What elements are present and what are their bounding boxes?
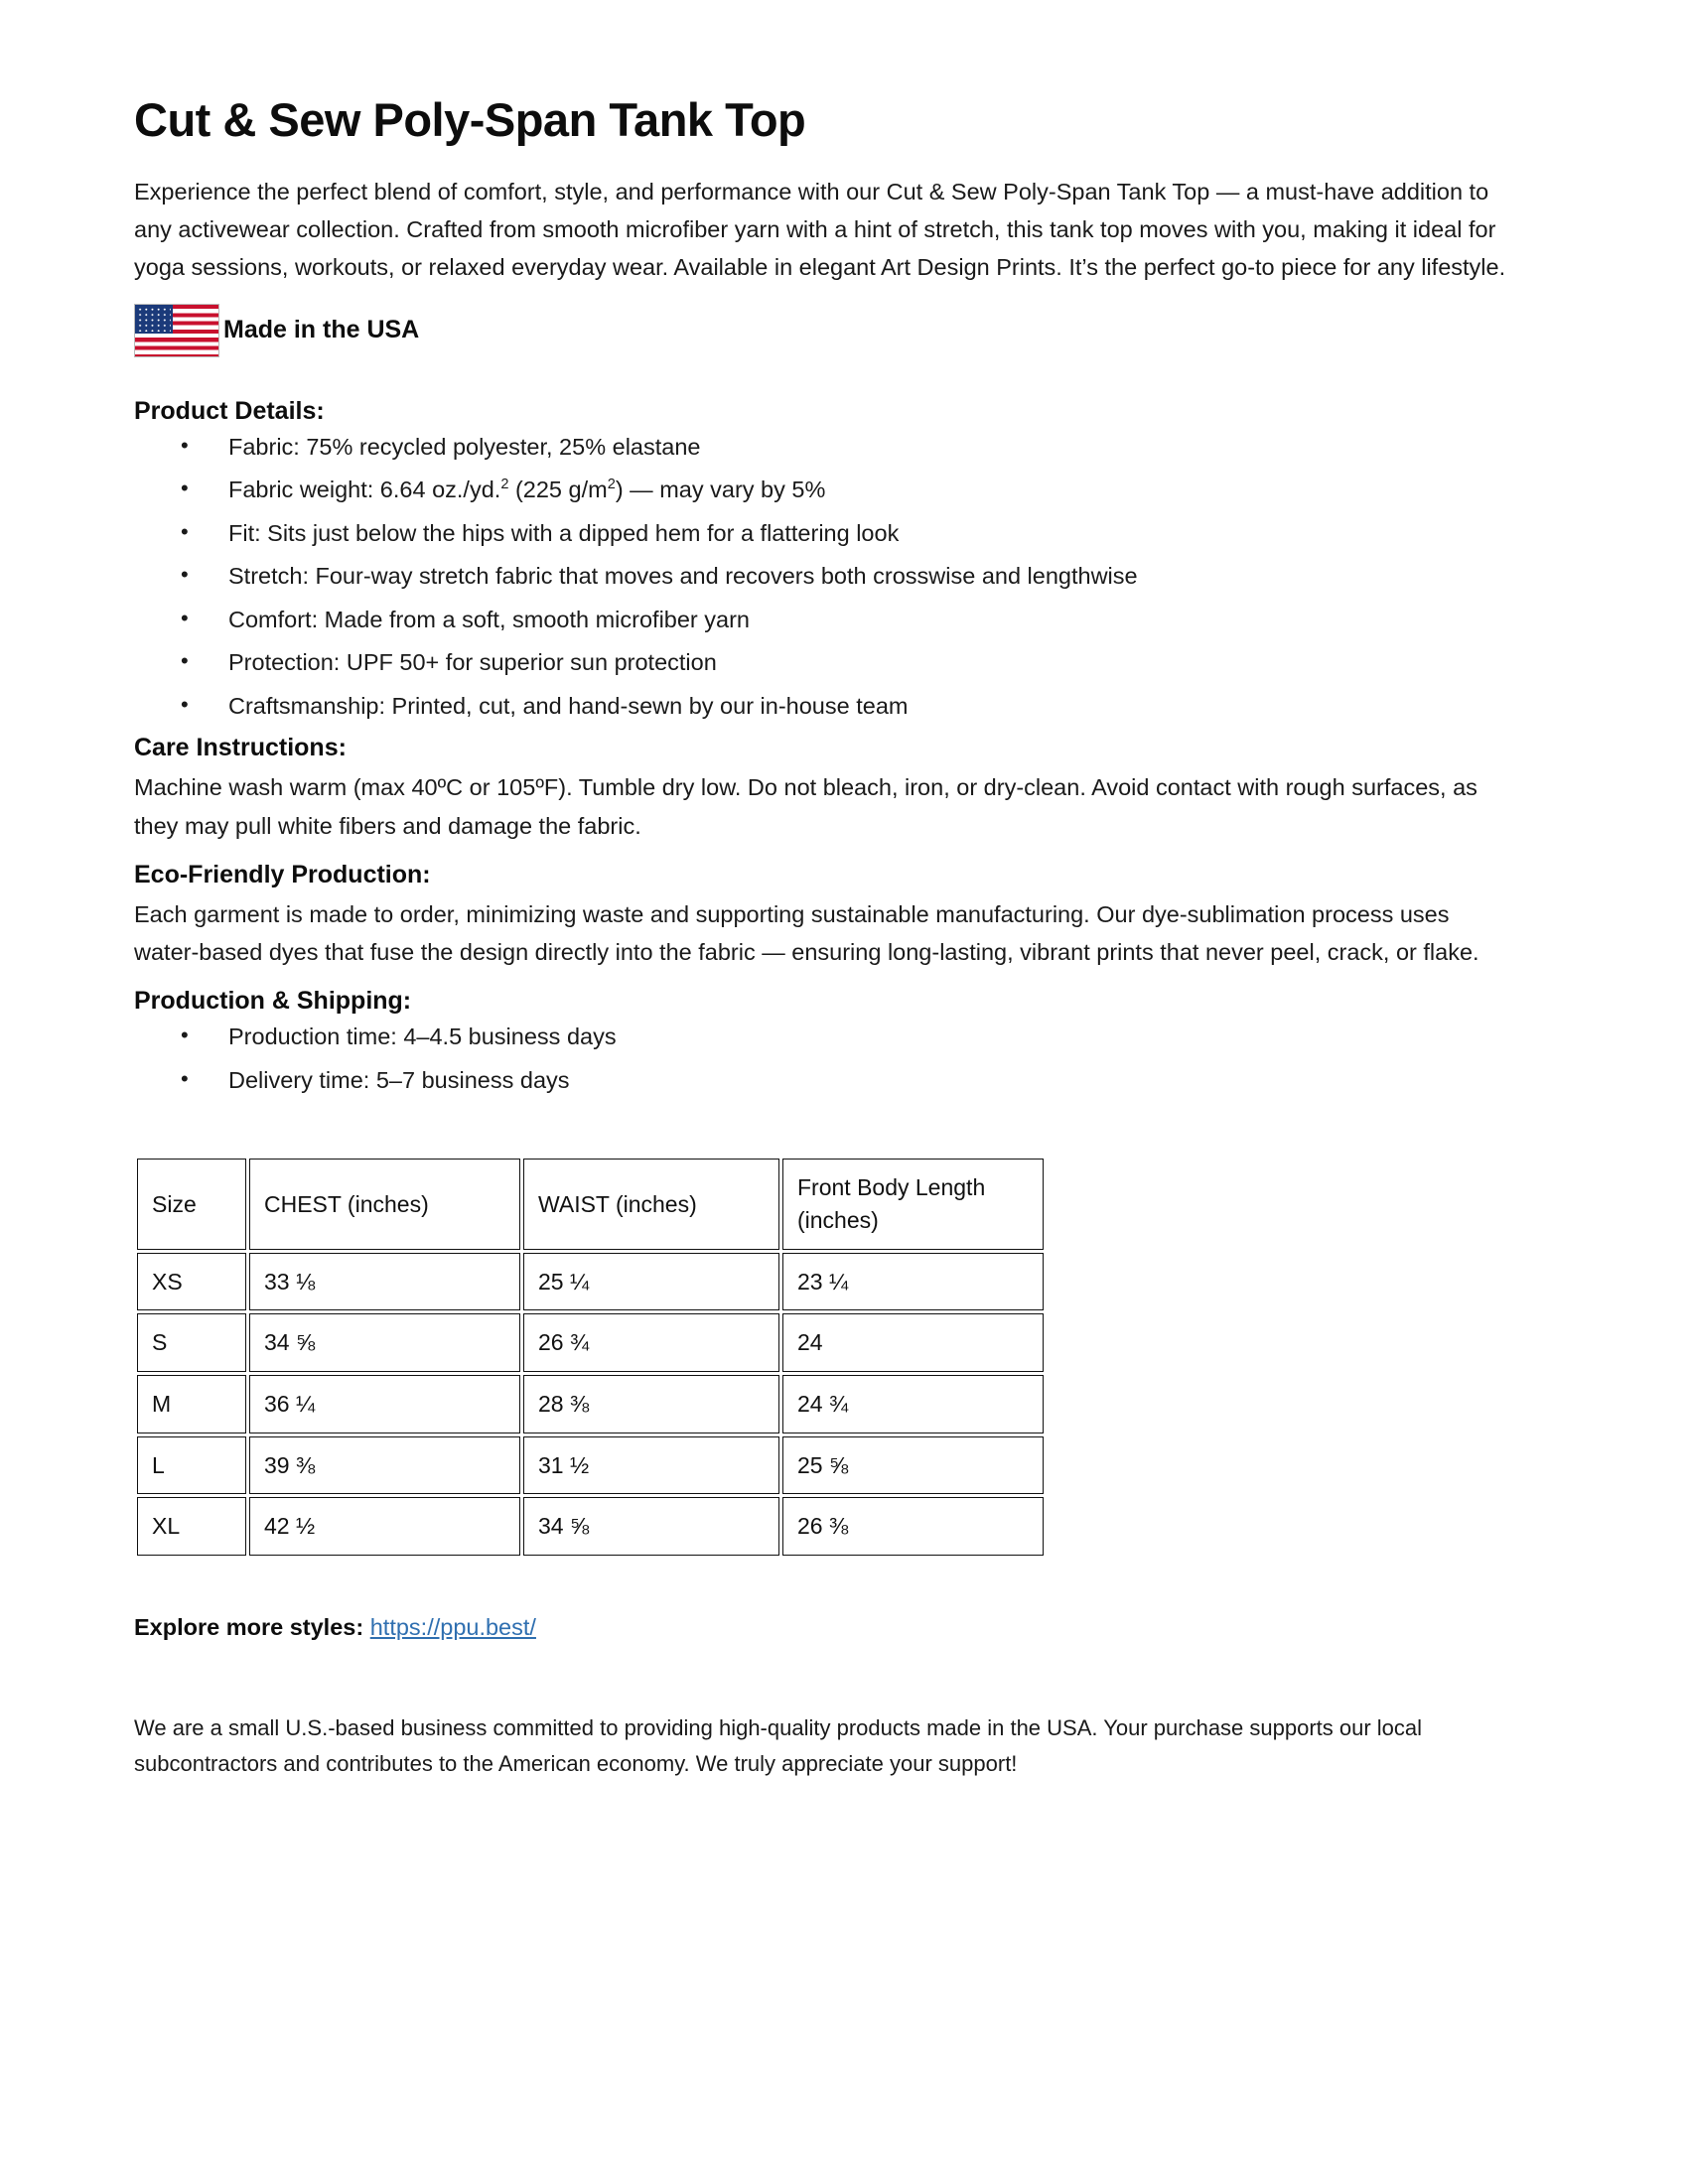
cell-front-body-length: 25 ⅝	[782, 1436, 1044, 1495]
cell-front-body-length: 26 ⅜	[782, 1497, 1044, 1556]
list-item: • Fabric: 75% recycled polyester, 25% elastane	[228, 432, 1509, 463]
list-item: • Comfort: Made from a soft, smooth microfiber yarn	[228, 605, 1509, 635]
list-item-fabric-weight	[228, 475, 1509, 505]
cell-front-body-length: 24 ¾	[782, 1375, 1044, 1433]
cell-size: S	[137, 1313, 246, 1372]
cell-waist: 25 ¼	[523, 1253, 779, 1311]
list-item: • Delivery time: 5–7 business days	[228, 1065, 1509, 1096]
production-shipping-list	[134, 1022, 1509, 1096]
fabric-weight-middle: (225 g/m	[508, 477, 608, 503]
fabric-weight-sup-1: 2	[500, 477, 509, 493]
made-in-usa-label: Made in the USA	[223, 316, 420, 344]
cell-size: XL	[137, 1497, 246, 1556]
product-details-list	[134, 432, 1509, 722]
cell-front-body-length: 23 ¼	[782, 1253, 1044, 1311]
cell-chest: 36 ¼	[249, 1375, 520, 1433]
cell-size: XS	[137, 1253, 246, 1311]
cell-waist: 26 ¾	[523, 1313, 779, 1372]
column-header-waist: WAIST (inches)	[523, 1159, 779, 1249]
cell-size: M	[137, 1375, 246, 1433]
list-item: • Craftsmanship: Printed, cut, and hand-sewn by our in-house team	[228, 691, 1509, 722]
page-title: Cut & Sew Poly-Span Tank Top	[134, 93, 806, 146]
footer-text: We are a small U.S.-based business committed to providing high-quality products made in the USA. Your purchase supports our local subcontractors and contributes to the American economy. We truly appreciate your support!	[134, 1714, 1423, 1776]
eco-friendly-text: Each garment is made to order, minimizing waste and supporting sustainable manufacturing. Our dye-sublimation process uses water-based dyes that fuse the design directly into the fabric — ensuring long-lasting, vibrant prints that never peel, crack, or flake.	[134, 900, 1479, 966]
product-details-heading: Product Details:	[134, 396, 325, 425]
table-header-row	[137, 1159, 1044, 1249]
explore-more-line	[134, 1614, 1509, 1641]
care-instructions-heading: Care Instructions:	[134, 734, 347, 762]
made-in-usa-line	[134, 304, 1509, 357]
eco-friendly-heading: Eco-Friendly Production:	[134, 860, 431, 888]
cell-chest: 34 ⅝	[249, 1313, 520, 1372]
production-shipping-heading: Production & Shipping:	[134, 987, 412, 1016]
care-instructions-text: Machine wash warm (max 40ºC or 105ºF). Tumble dry low. Do not bleach, iron, or dry-clean. Avoid contact with rough surfaces, as they may pull white fibers and damage the fabric.	[134, 774, 1477, 839]
fabric-weight-sup-2: 2	[607, 477, 616, 493]
table-row	[137, 1313, 1044, 1372]
list-item: • Fit: Sits just below the hips with a dipped hem for a flattering look	[228, 518, 1509, 549]
size-chart-table	[134, 1156, 1047, 1559]
column-header-chest: CHEST (inches)	[249, 1159, 520, 1249]
cell-chest: 33 ⅛	[249, 1253, 520, 1311]
cell-size: L	[137, 1436, 246, 1495]
cell-waist: 34 ⅝	[523, 1497, 779, 1556]
explore-more-label: Explore more styles:	[134, 1613, 364, 1640]
table-row	[137, 1253, 1044, 1311]
cell-chest: 39 ⅜	[249, 1436, 520, 1495]
column-header-size: Size	[137, 1159, 246, 1249]
explore-more-link[interactable]: https://ppu.best/	[369, 1613, 536, 1640]
list-item: • Protection: UPF 50+ for superior sun protection	[228, 647, 1509, 678]
cell-front-body-length: 24	[782, 1313, 1044, 1372]
fabric-weight-suffix: ) — may vary by 5%	[615, 477, 826, 503]
table-row	[137, 1375, 1044, 1433]
list-item: • Stretch: Four-way stretch fabric that moves and recovers both crosswise and lengthwise	[228, 561, 1509, 592]
cell-chest: 42 ½	[249, 1497, 520, 1556]
table-row	[137, 1497, 1044, 1556]
intro-paragraph: Experience the perfect blend of comfort, style, and performance with our Cut & Sew Poly-Span Tank Top — a must-have addition to any activewear collection. Crafted from smooth microfiber yarn with a hint of stretch, this tank top moves with you, making it ideal for yoga sessions, workouts, or relaxed everyday wear. Available in elegant Art Design Prints. It’s the perfect go-to piece for any lifestyle.	[134, 178, 1506, 280]
cell-waist: 31 ½	[523, 1436, 779, 1495]
list-item: • Production time: 4–4.5 business days	[228, 1022, 1509, 1052]
fabric-weight-prefix: Fabric weight: 6.64 oz./yd.	[228, 477, 501, 503]
table-row	[137, 1436, 1044, 1495]
column-header-front-body-length: Front Body Length (inches)	[782, 1159, 1044, 1249]
cell-waist: 28 ⅜	[523, 1375, 779, 1433]
usa-flag-icon	[134, 304, 219, 357]
